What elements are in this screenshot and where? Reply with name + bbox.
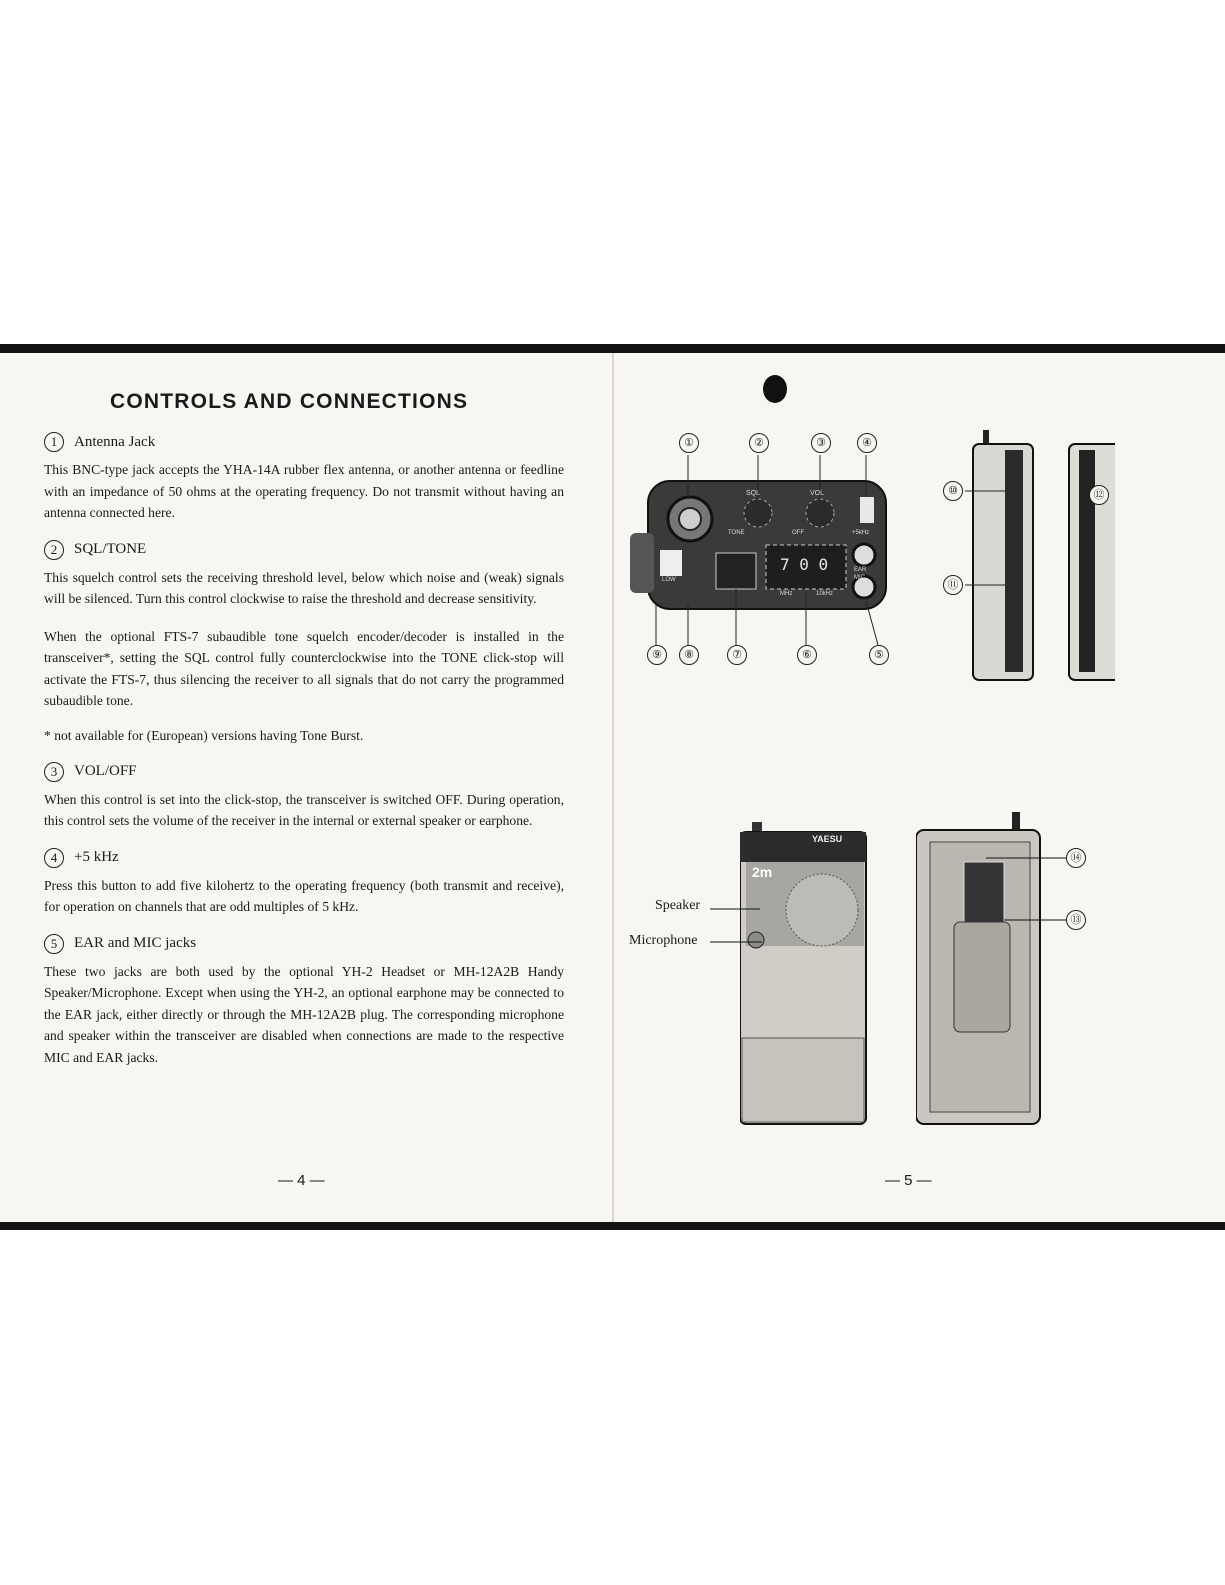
front-leader-lines: [710, 905, 770, 945]
top-panel-figure: [630, 437, 910, 665]
section-title: Antenna Jack: [74, 433, 156, 450]
left-page: [44, 390, 564, 1084]
knob-label-tone: TONE: [728, 530, 745, 536]
speaker-label: Speaker: [655, 898, 701, 913]
microphone-label: Microphone: [629, 933, 698, 948]
callout-3: ③: [811, 433, 831, 453]
section-number: 2: [44, 540, 64, 560]
page-heading: CONTROLS AND CONNECTIONS: [110, 390, 469, 413]
side-view-figure: [935, 430, 1115, 685]
section-paragraph: This BNC-type jack accepts the YHA-14A rubber flex antenna, or another antenna or feedline with an impedance of 50 ohms at the operating frequency. Do not transmit without having an antenna connected here.: [44, 462, 564, 520]
scale-label-mhz: MHz: [780, 591, 793, 597]
page-number-right: — 5 —: [885, 1172, 932, 1189]
section-ear-mic-jacks: [44, 934, 564, 1069]
knob-label-low: LOW: [662, 577, 676, 583]
back-view-figure: [916, 812, 1096, 1128]
knob-label-off: OFF: [792, 530, 804, 536]
callout-10: ⑩: [943, 481, 963, 501]
side-view-illustration: [935, 430, 1115, 685]
band-label: 2m: [752, 864, 773, 880]
callout-8: ⑧: [679, 645, 699, 665]
top-panel-illustration: [630, 455, 910, 665]
section-number: 4: [44, 848, 64, 868]
knob-label-sql: SQL: [746, 490, 761, 497]
section-title: EAR and MIC jacks: [74, 935, 197, 951]
section-title: VOL/OFF: [74, 763, 137, 779]
section-paragraph: These two jacks are both used by the optional YH-2 Headset or MH-12A2B Handy Speaker/Microphone. Except when using the YH-2, an optional earphone may be connected to the EAR jack, either directly or through the MH-12A2B plug. The corresponding microphone and speaker within the transceiver are disabled when connections are made to the respective MIC and EAR jacks.: [44, 963, 564, 1065]
section-sql-tone: [44, 540, 564, 744]
top-border: [0, 344, 1225, 353]
section-antenna-jack: [44, 432, 564, 524]
callout-1: ①: [679, 433, 699, 453]
knob-label-ear: EAR: [854, 567, 867, 573]
callout-11: ⑪: [943, 575, 963, 595]
callout-12: ⑫: [1089, 485, 1109, 505]
page-fold: [612, 353, 614, 1222]
section-number: 1: [44, 432, 64, 452]
section-paragraph: Press this button to add five kilohertz to the operating frequency (both transmit and receive), for operation on channels that are odd multiples of 5 kHz.: [44, 877, 564, 914]
brand-label: YAESU: [812, 834, 843, 844]
section-title: SQL/TONE: [74, 541, 147, 557]
callout-6: ⑥: [797, 645, 817, 665]
section-paragraph: When this control is set into the click-stop, the transceiver is switched OFF. During operation, this control sets the volume of the receiver in the internal or external speaker or earphone.: [44, 791, 564, 828]
section-number: 5: [44, 934, 64, 954]
callout-5: ⑤: [869, 645, 889, 665]
section-title: +5 kHz: [74, 849, 119, 865]
callout-7: ⑦: [727, 645, 747, 665]
display-readout: 7 0 0: [780, 555, 829, 574]
callout-14: ⑭: [1066, 848, 1086, 868]
bottom-border: [0, 1222, 1225, 1230]
footnote: * not available for (European) versions having Tone Burst.: [44, 727, 364, 743]
page-number-left: — 4 —: [278, 1172, 325, 1189]
knob-label-5khz: +5kHz: [852, 530, 870, 536]
knob-label-mic: MIC: [854, 575, 865, 581]
callout-2: ②: [749, 433, 769, 453]
callout-4: ④: [857, 433, 877, 453]
section-vol-off: [44, 762, 564, 832]
callout-9: ⑨: [647, 645, 667, 665]
callout-13: ⑬: [1066, 910, 1086, 930]
section-number: 3: [44, 762, 64, 782]
scale-label-10khz: 10kHz: [816, 591, 834, 597]
front-view-figure: [740, 818, 870, 1128]
knob-label-vol: VOL: [810, 490, 825, 497]
section-paragraph: When the optional FTS-7 subaudible tone squelch encoder/decoder is installed in the transceiver*, setting the SQL control fully counterclockwise into the TONE click-stop will activate the FTS-7, thus silencing the receiver to all signals that do not carry the programmed subaudible tone.: [44, 628, 564, 708]
ink-dot: [763, 375, 787, 403]
section-paragraph: This squelch control sets the receiving threshold level, below which noise and (weak) signals will be silenced. Turn this control clockwise to raise the threshold and decrease sensitivity.: [44, 569, 564, 606]
section-plus-5khz: [44, 848, 564, 918]
